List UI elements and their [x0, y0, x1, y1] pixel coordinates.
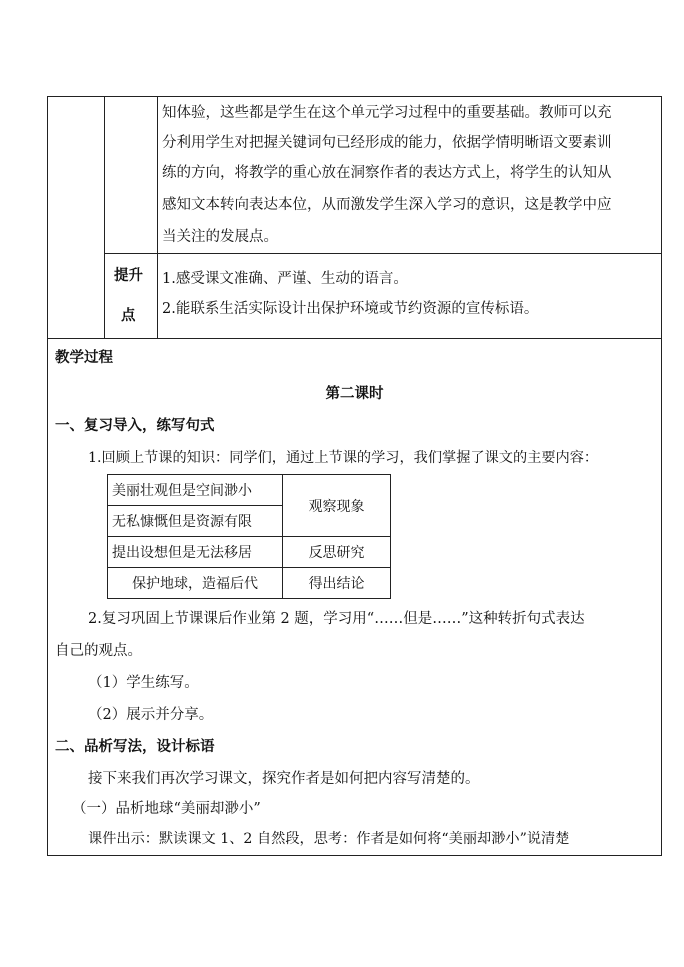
col-divider-1 [104, 96, 105, 338]
sub-item: （1）学生练写。 [88, 675, 199, 691]
sub-heading: （一）品析地球“美丽却渺小” [72, 801, 261, 817]
analysis-line: 分利用学生对把握关键词句已经形成的能力，依据学情明晰语文要素训 [162, 135, 612, 151]
item2-line1: 2.复习巩固上节课课后作业第 2 题，学习用“……但是……”这种转折句式表达 [88, 611, 585, 627]
table-row [108, 537, 391, 568]
row-divider-2 [47, 338, 662, 339]
summary-table [107, 474, 391, 599]
row-divider-1 [104, 253, 662, 254]
table-cell: 观察现象 [283, 475, 391, 537]
table-cell: 得出结论 [283, 568, 391, 599]
table-cell: 保护地球，造福后代 [108, 568, 283, 599]
process-heading: 教学过程 [55, 349, 113, 366]
analysis-line: 感知文本转向表达本位，从而激发学生深入学习的意识，这是教学中应 [162, 197, 612, 213]
tisheng-item: 1.感受课文准确、严谨、生动的语言。 [162, 271, 408, 287]
item1-text: 1.回顾上节课的知识：同学们，通过上节课的学习，我们掌握了课文的主要内容： [88, 450, 599, 466]
table-cell: 无私慷慨但是资源有限 [108, 506, 283, 537]
table-cell: 美丽壮观但是空间渺小 [108, 475, 283, 506]
col-divider-2 [157, 96, 158, 338]
analysis-line: 知体验，这些都是学生在这个单元学习过程中的重要基础。教师可以充 [162, 105, 612, 121]
tisheng-item: 2.能联系生活实际设计出保护环境或节约资源的宣传标语。 [162, 301, 539, 317]
tisheng-label-line1: 提升 [114, 267, 143, 284]
section1-title: 一、复习导入，练写句式 [55, 417, 215, 434]
analysis-line: 练的方向，将教学的重心放在洞察作者的表达方式上，将学生的认知从 [162, 165, 612, 181]
paragraph: 接下来我们再次学习课文，探究作者是如何把内容写清楚的。 [88, 771, 480, 787]
table-row [108, 475, 391, 506]
tisheng-label-line2: 点 [121, 307, 136, 324]
table-cell: 反思研究 [283, 537, 391, 568]
sub-item: （2）展示并分享。 [88, 707, 214, 723]
table-cell: 提出设想但是无法移居 [108, 537, 283, 568]
section2-title: 二、品析写法，设计标语 [55, 738, 215, 755]
item2-line2: 自己的观点。 [55, 643, 142, 659]
table-row [108, 568, 391, 599]
lesson-title: 第二课时 [325, 385, 384, 402]
paragraph: 课件出示：默读课文 1、2 自然段，思考：作者是如何将“美丽却渺小”说清楚 [88, 831, 570, 847]
analysis-line: 当关注的发展点。 [162, 229, 278, 245]
